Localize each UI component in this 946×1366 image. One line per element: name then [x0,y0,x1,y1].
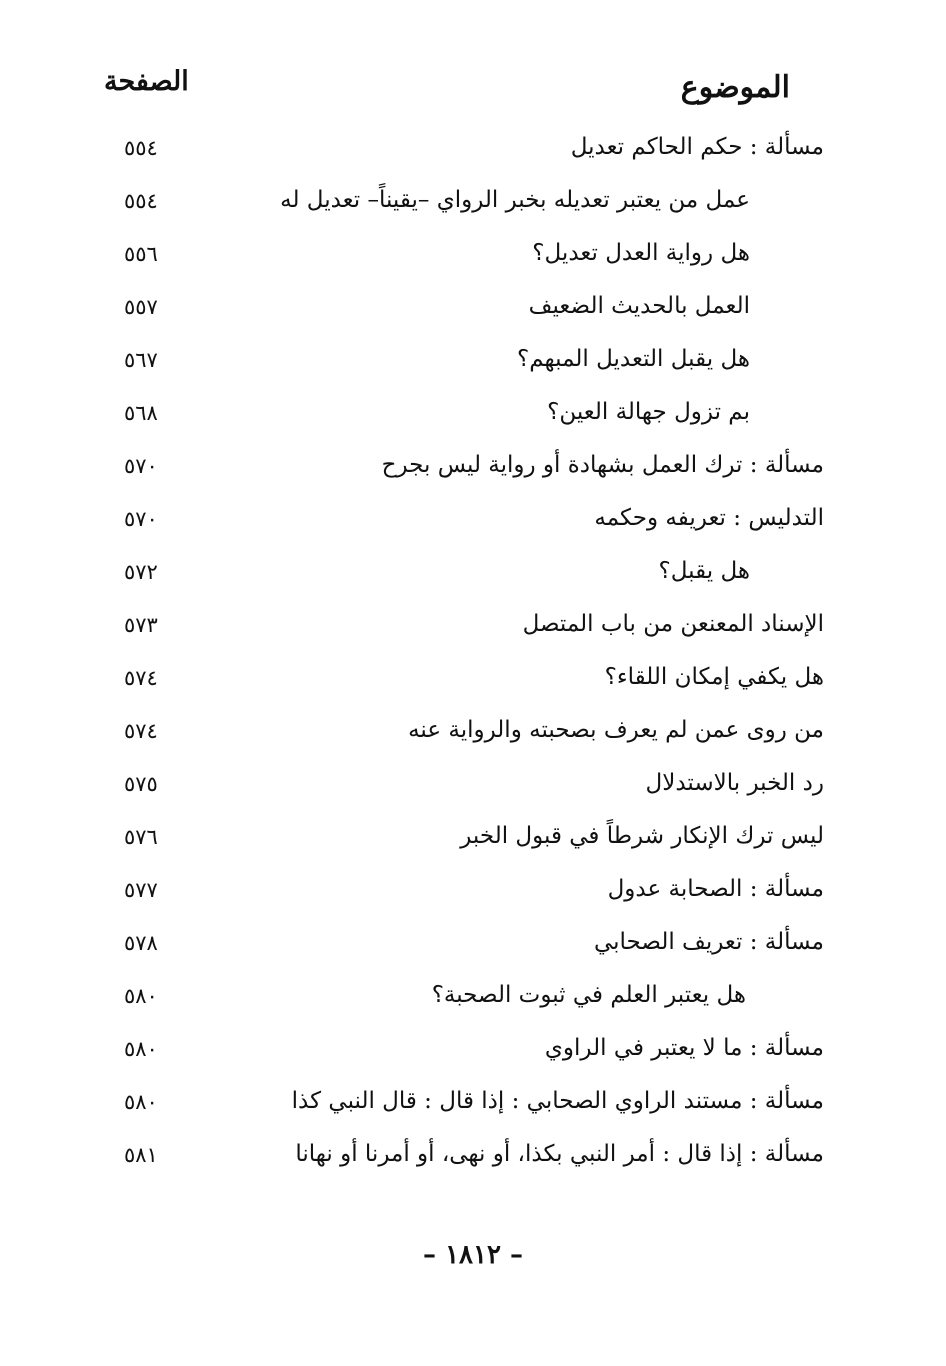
toc-entry-topic: مسألة : الصحابة عدول [607,876,824,902]
toc-entry [0,285,946,338]
toc-entry-topic: مسألة : إذا قال : أمر النبي بكذا، أو نهى، أو أمرنا أو نهانا [295,1141,824,1167]
toc-entry-topic: هل يقبل؟ [658,558,750,584]
toc-entry-topic: عمل من يعتبر تعديله بخبر الرواي –يقيناً– تعديل له [280,187,750,213]
toc-entry-page: ٥٧٢ [124,560,158,584]
toc-entry-page: ٥٥٤ [124,136,158,160]
toc-entry [0,1080,946,1133]
toc-entry-page: ٥٨٠ [124,1090,158,1114]
toc-entry [0,762,946,815]
toc-entry-page: ٥٥٦ [124,242,158,266]
toc-entry-page: ٥٧٨ [124,931,158,955]
toc-entry-page: ٥٦٧ [124,348,158,372]
toc-entry-topic: مسألة : ما لا يعتبر في الراوي [544,1035,824,1061]
toc-entry-page: ٥٧٠ [124,507,158,531]
toc-entry [0,1027,946,1080]
toc-entry [0,232,946,285]
page-column-header: الصفحة [104,66,189,97]
toc-entry-page: ٥٥٤ [124,189,158,213]
toc-entry-topic: مسألة : ترك العمل بشهادة أو رواية ليس بجرح [381,452,824,478]
toc-entry-page: ٥٧٧ [124,878,158,902]
toc-entry-topic: من روى عمن لم يعرف بصحبته والرواية عنه [408,717,824,743]
toc-entry [0,497,946,550]
toc-entry-topic: مسألة : مستند الراوي الصحابي : إذا قال : قال النبي كذا [291,1088,824,1114]
toc-entry [0,1133,946,1186]
toc-entry [0,179,946,232]
topic-column-header: الموضوع [680,70,790,105]
toc-entry-topic: هل يقبل التعديل المبهم؟ [517,346,750,372]
toc-entry-topic: هل يعتبر العلم في ثبوت الصحبة؟ [431,982,746,1008]
toc-entry-page: ٥٥٧ [124,295,158,319]
toc-entry-page: ٥٧٤ [124,666,158,690]
toc-entry [0,815,946,868]
toc-entry-page: ٥٨٠ [124,984,158,1008]
toc-entry-topic: العمل بالحديث الضعيف [528,293,750,319]
toc-entry-topic: مسألة : تعريف الصحابي [593,929,824,955]
toc-entry-topic: هل يكفي إمكان اللقاء؟ [604,664,824,690]
toc-entry-page: ٥٧٤ [124,719,158,743]
toc-entry [0,391,946,444]
toc-entry-page: ٥٧٣ [124,613,158,637]
toc-entry [0,338,946,391]
toc-entry [0,921,946,974]
toc-entry [0,868,946,921]
toc-entry-topic: ليس ترك الإنكار شرطاً في قبول الخبر [460,823,824,849]
toc-entry [0,550,946,603]
table-of-contents [0,126,946,1186]
toc-entry-topic: هل رواية العدل تعديل؟ [532,240,750,266]
toc-entry-page: ٥٧٦ [124,825,158,849]
toc-entry-topic: رد الخبر بالاستدلال [645,770,824,796]
toc-entry-page: ٥٧٠ [124,454,158,478]
toc-entry [0,603,946,656]
toc-entry-page: ٥٨٠ [124,1037,158,1061]
toc-entry-topic: بم تزول جهالة العين؟ [547,399,750,425]
toc-entry [0,974,946,1027]
toc-entry [0,656,946,709]
toc-entry-topic: الإسناد المعنعن من باب المتصل [522,611,824,637]
toc-entry-page: ٥٦٨ [124,401,158,425]
toc-entry-topic: مسألة : حكم الحاكم تعديل [570,134,824,160]
page-number: – ١٨١٢ – [423,1240,523,1270]
toc-entry [0,709,946,762]
toc-entry-page: ٥٧٥ [124,772,158,796]
toc-entry-page: ٥٨١ [124,1143,158,1167]
toc-entry [0,444,946,497]
toc-entry [0,126,946,179]
toc-entry-topic: التدليس : تعريفه وحكمه [594,505,824,531]
